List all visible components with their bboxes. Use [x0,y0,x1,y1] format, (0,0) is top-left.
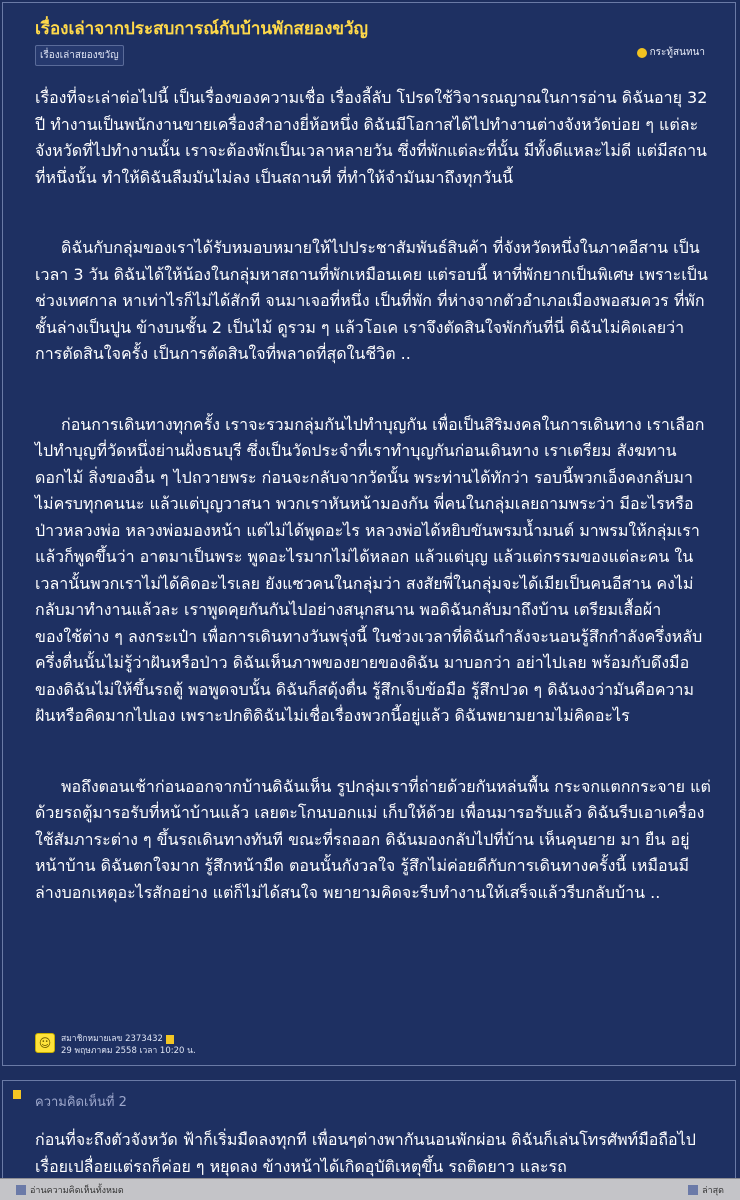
author-name[interactable]: สมาชิกหมายเลข 2373432 [61,1034,163,1044]
author-info [35,1033,196,1057]
post-body [35,85,711,950]
arrow-down-icon [688,1185,698,1195]
avatar[interactable]: ☺ [35,1033,55,1053]
post-paragraph: ดิฉันกับกลุ่มของเราได้รับหมอบหมายให้ไปประชาสัมพันธ์สินค้า ที่จังหวัดหนึ่งในภาคอีสาน เป็นเวลา 3 วัน ดิฉันได้ให้น้องในกลุ่มหาสถานที่พักเหมือนเคย แต่รอบนี้ หาที่พักยากเป็นพิเศษ เพราะเป็นช่วงเทศกาล หาเท่าไรก็ไม่ได้สักที จนมาเจอที่หนึ่ง เป็นที่พัก ที่ห่างจากตัวอำเภอเมืองพอสมควร ที่พักชั้นล่างเป็นปูน ข้างบนชั้น 2 เป็นไม้ ดูรวม ๆ แล้วโอเค เราจึงตัดสินใจพักกันที่นี่ ดิฉันไม่คิดเลยว่า การตัดสินใจครั้ง เป็นการตัดสินใจที่พลาดที่สุดในชีวิต .. [35,238,708,363]
topic-type-label: กระทู้สนทนา [649,47,705,58]
topic-post [2,2,736,1066]
comment-number: ความคิดเห็นที่ 2 [35,1095,127,1110]
comments-icon [16,1185,26,1195]
post-paragraph: พอถึงตอนเช้าก่อนออกจากบ้านดิฉันเห็น รูปกลุ่มเราที่ถ่ายด้วยกันหล่นพื้น กระจกแตกกระจาย แต่ด้วยรถตู้มารอรับที่หน้าบ้านแล้ว เลยตะโกนบอกแม่ เก็บให้ด้วย เพื่อนมารอรับแล้ว ดิฉันรีบเอาเครื่อง ใช้สัมภาระต่าง ๆ ขึ้นรถเดินทางทันที ขณะที่รถออก ดิฉันมองกลับไปที่บ้าน เห็นคุนยาย มา ยืน อยู่หน้าบ้าน ดิฉันตกใจมาก รู้สึกหน้ามืด ตอนนั้นกังวลใจ รู้สึกไม่ค่อยดีกับการเดินทางครั้งนี้ เหมือนมีล่างบอกเหตุอะไรสักอย่าง แต่ก็ไม่ได้สนใจ พยายามคิดจะรีบทำงานให้เสร็จแล้วรีบกลับบ้าน .. [35,776,711,902]
comment-badge-icon [13,1090,21,1099]
member-badge-icon [166,1035,174,1044]
topic-type-badge [637,45,705,60]
bottom-toolbar [0,1178,740,1200]
post-paragraph: เรื่องที่จะเล่าต่อไปนี้ เป็นเรื่องของความเชื่อ เรื่องลี้ลับ โปรดใช้วิจารณญาณในการอ่าน ดิฉันอายุ 32 ปี ทำงานเป็นพนักงานขายเครื่องสำอางยี่ห้อหนึ่ง ดิฉันมีโอกาสได้ไปทำงานต่างจังหวัดบ่อย ๆ แต่ละจังหวัดที่ไปทำงานนั้น เราจะต้องพักเป็นเวลาหลายวัน ซึ่งที่พักแต่ละที่นั้น มีทั้งดีแหละไม่ดี แต่มีสถานที่หนึ่งนั้น ทำให้ดิฉันลืมมันไม่ลง เป็นสถานที่ ที่ทำให้จำมันมาถึงทุกวันนี้ [35,88,708,187]
post-paragraph: ก่อนการเดินทางทุกครั้ง เราจะรวมกลุ่มกันไปทำบุญกัน เพื่อเป็นสิริมงคลในการเดินทาง เราเลือกไปทำบุญที่วัดหนึ่งย่านฝั่งธนบุรี ซึ่งเป็นวัดประจำที่เราทำบุญกันก่อนเดินทาง เราเตรียม สังฆทาน ดอกไม้ สิ่งของอื่น ๆ ไปถวายพระ ก่อนจะกลับจากวัดนั้น พระท่านได้ทักว่า รอบนี้พวกเอ็งคงกลับมาไม่ครบทุกคนนะ แล้วแต่บุญวาสนา พวกเราหันหน้ามองกัน พี่คนในกลุ่มเลยถามพระว่า มีอะไรหรือป่าวหลวงพ่อ หลวงพ่อมองหน้า แต่ไม่ได้พูดอะไร หลวงพ่อได้หยิบขันพรมน้ำมนต์ มาพรมให้กลุ่มเรา แล้วก็พูดขึ้นว่า อาตมาเป็นพระ พูดอะไรมากไม่ได้หลอก แล้วแต่บุญ แล้วแต่กรรมของแต่ละคน ในเวลานั้นพวกเราไม่ได้คิดอะไรเลย ยังแซวคนในกลุ่มว่า สงสัยพี่ในกลุ่มจะได้เมียเป็นคนอีสาน คงไม่กลับมาทำงานแล้วละ เราพูดคุยกันกันไปอย่างสนุกสนาน พอดิฉันกลับมาถึงบ้าน เตรียมเสื้อผ้า ของใช้ต่าง ๆ ลงกระเป๋า เพื่อการเดินทางวันพรุ่งนี้ ในช่วงเวลาที่ดิฉันกำลังจะนอนรู้สึกกำลังครึ่งหลับครึ่งตื่นนั้นไม่รู้ว่าฝันหรือป่าว ดิฉันเห็นภาพของยายของดิฉัน มาบอกว่า อย่าไปเลย พร้อมกับดึงมือของดิฉันไม่ให้ขึ้นรถตู้ พอพูดจบนั้น ดิฉันก็สดุ้งตื่น รู้สึกเจ็บข้อมือ รู้สึกปวด ๆ ดิฉันงงว่ามันคือความฝันหรือคิดมากไปเอง เพราะปกติดิฉันไม่เชื่อเรื่องพวกนี้อยู่แล้ว ดิฉันพยามยามไม่คิดอะไร [35,414,705,725]
comment-text: ก่อนที่จะถึงตัวจังหวัด ฟ้าก็เริ่มมืดลงทุกที เพื่อนๆต่างพากันนอนพักผ่อน ดิฉันก็เล่นโทรศัพท์มือถือไปเรื่อยเปลื่อยแต่รถก็ค่อย ๆ หยุดลง ข้างหน้าได้เกิดอุบัติเหตุขึ้น รถติดยาว และรถ [35,1130,696,1176]
latest-label: ล่าสุด [702,1185,724,1196]
latest-button[interactable] [688,1183,724,1197]
chat-icon [637,48,647,58]
read-all-comments-button[interactable] [16,1183,124,1197]
post-date: 29 พฤษภาคม 2558 เวลา 10:20 น. [61,1046,196,1056]
topic-title: เรื่องเล่าจากประสบการณ์กับบ้านพักสยองขวัญ [35,19,369,39]
read-all-comments-label: อ่านความคิดเห็นทั้งหมด [30,1185,124,1196]
tag-label[interactable]: เรื่องเล่าสยองขวัญ [35,45,124,66]
